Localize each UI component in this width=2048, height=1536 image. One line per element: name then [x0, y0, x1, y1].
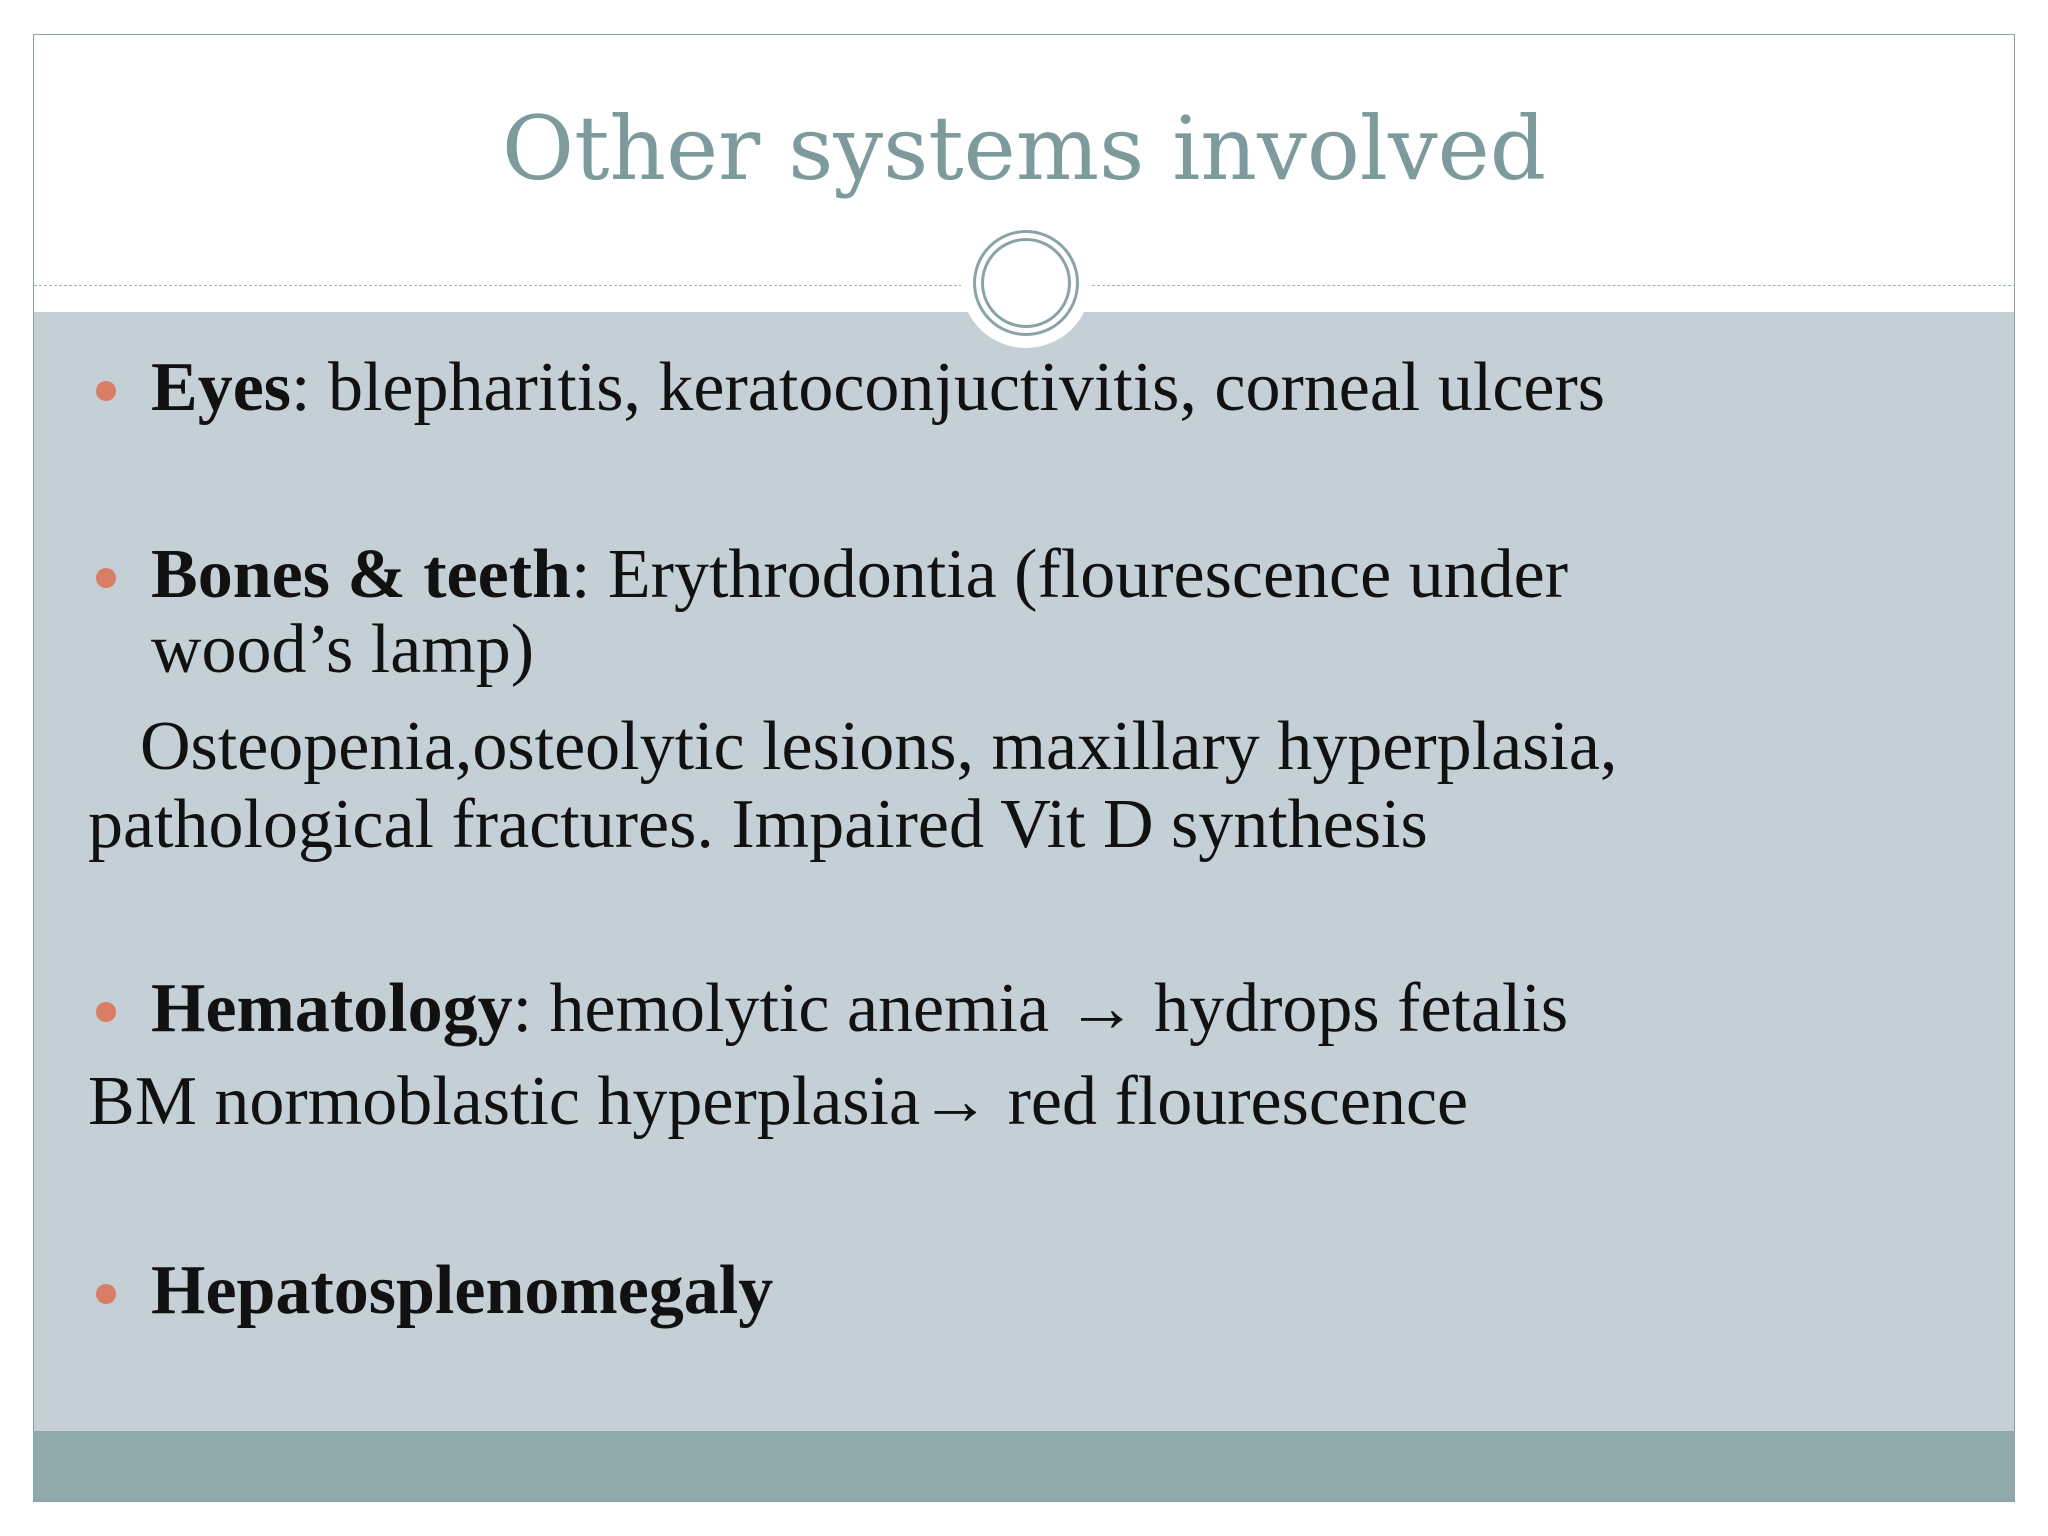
bullet-eyes: [151, 349, 1605, 427]
bullet-hematology: [151, 970, 1568, 1048]
ornament-inner-ring: [981, 238, 1071, 328]
bullet-bones-text-line2: wood’s lamp): [151, 611, 535, 688]
bullet-dot-bones: [96, 568, 116, 588]
slide: [33, 34, 2015, 1502]
bullet-dot-eyes: [96, 381, 116, 401]
bones-extra-line1: Osteopenia,osteolytic lesions, maxillary hyperplasia,: [140, 708, 1618, 785]
bullet-bones-text-line1: : Erythrodontia (flourescence under: [570, 536, 1569, 613]
bullet-hematology-text: : hemolytic anemia → hydrops fetalis: [512, 970, 1569, 1047]
bones-extra-line2: pathological fractures. Impaired Vit D synthesis: [88, 786, 1428, 863]
bullet-dot-hematology: [96, 1002, 116, 1022]
bullet-dot-liver: [96, 1284, 116, 1304]
bullet-liver: [151, 1252, 773, 1330]
bullet-hematology-heading: Hematology: [151, 970, 513, 1047]
circle-ornament-icon: [961, 218, 1091, 348]
bullet-liver-heading: Hepatosplenomegaly: [151, 1252, 774, 1329]
bullet-bones: [151, 536, 1568, 614]
hematology-extra-line1: BM normoblastic hyperplasia→ red flourescence: [88, 1063, 1469, 1140]
title-divider-left: [34, 285, 962, 286]
title-divider-right: [1092, 285, 2015, 286]
slide-title: Other systems involved: [501, 97, 1547, 200]
footer-band: [34, 1431, 2014, 1502]
bullet-eyes-heading: Eyes: [151, 349, 291, 426]
bullet-eyes-text: : blepharitis, keratoconjuctivitis, corneal ulcers: [291, 349, 1606, 426]
bullet-bones-heading: Bones & teeth: [151, 536, 571, 613]
bullet-bones-continuation: [151, 611, 534, 689]
